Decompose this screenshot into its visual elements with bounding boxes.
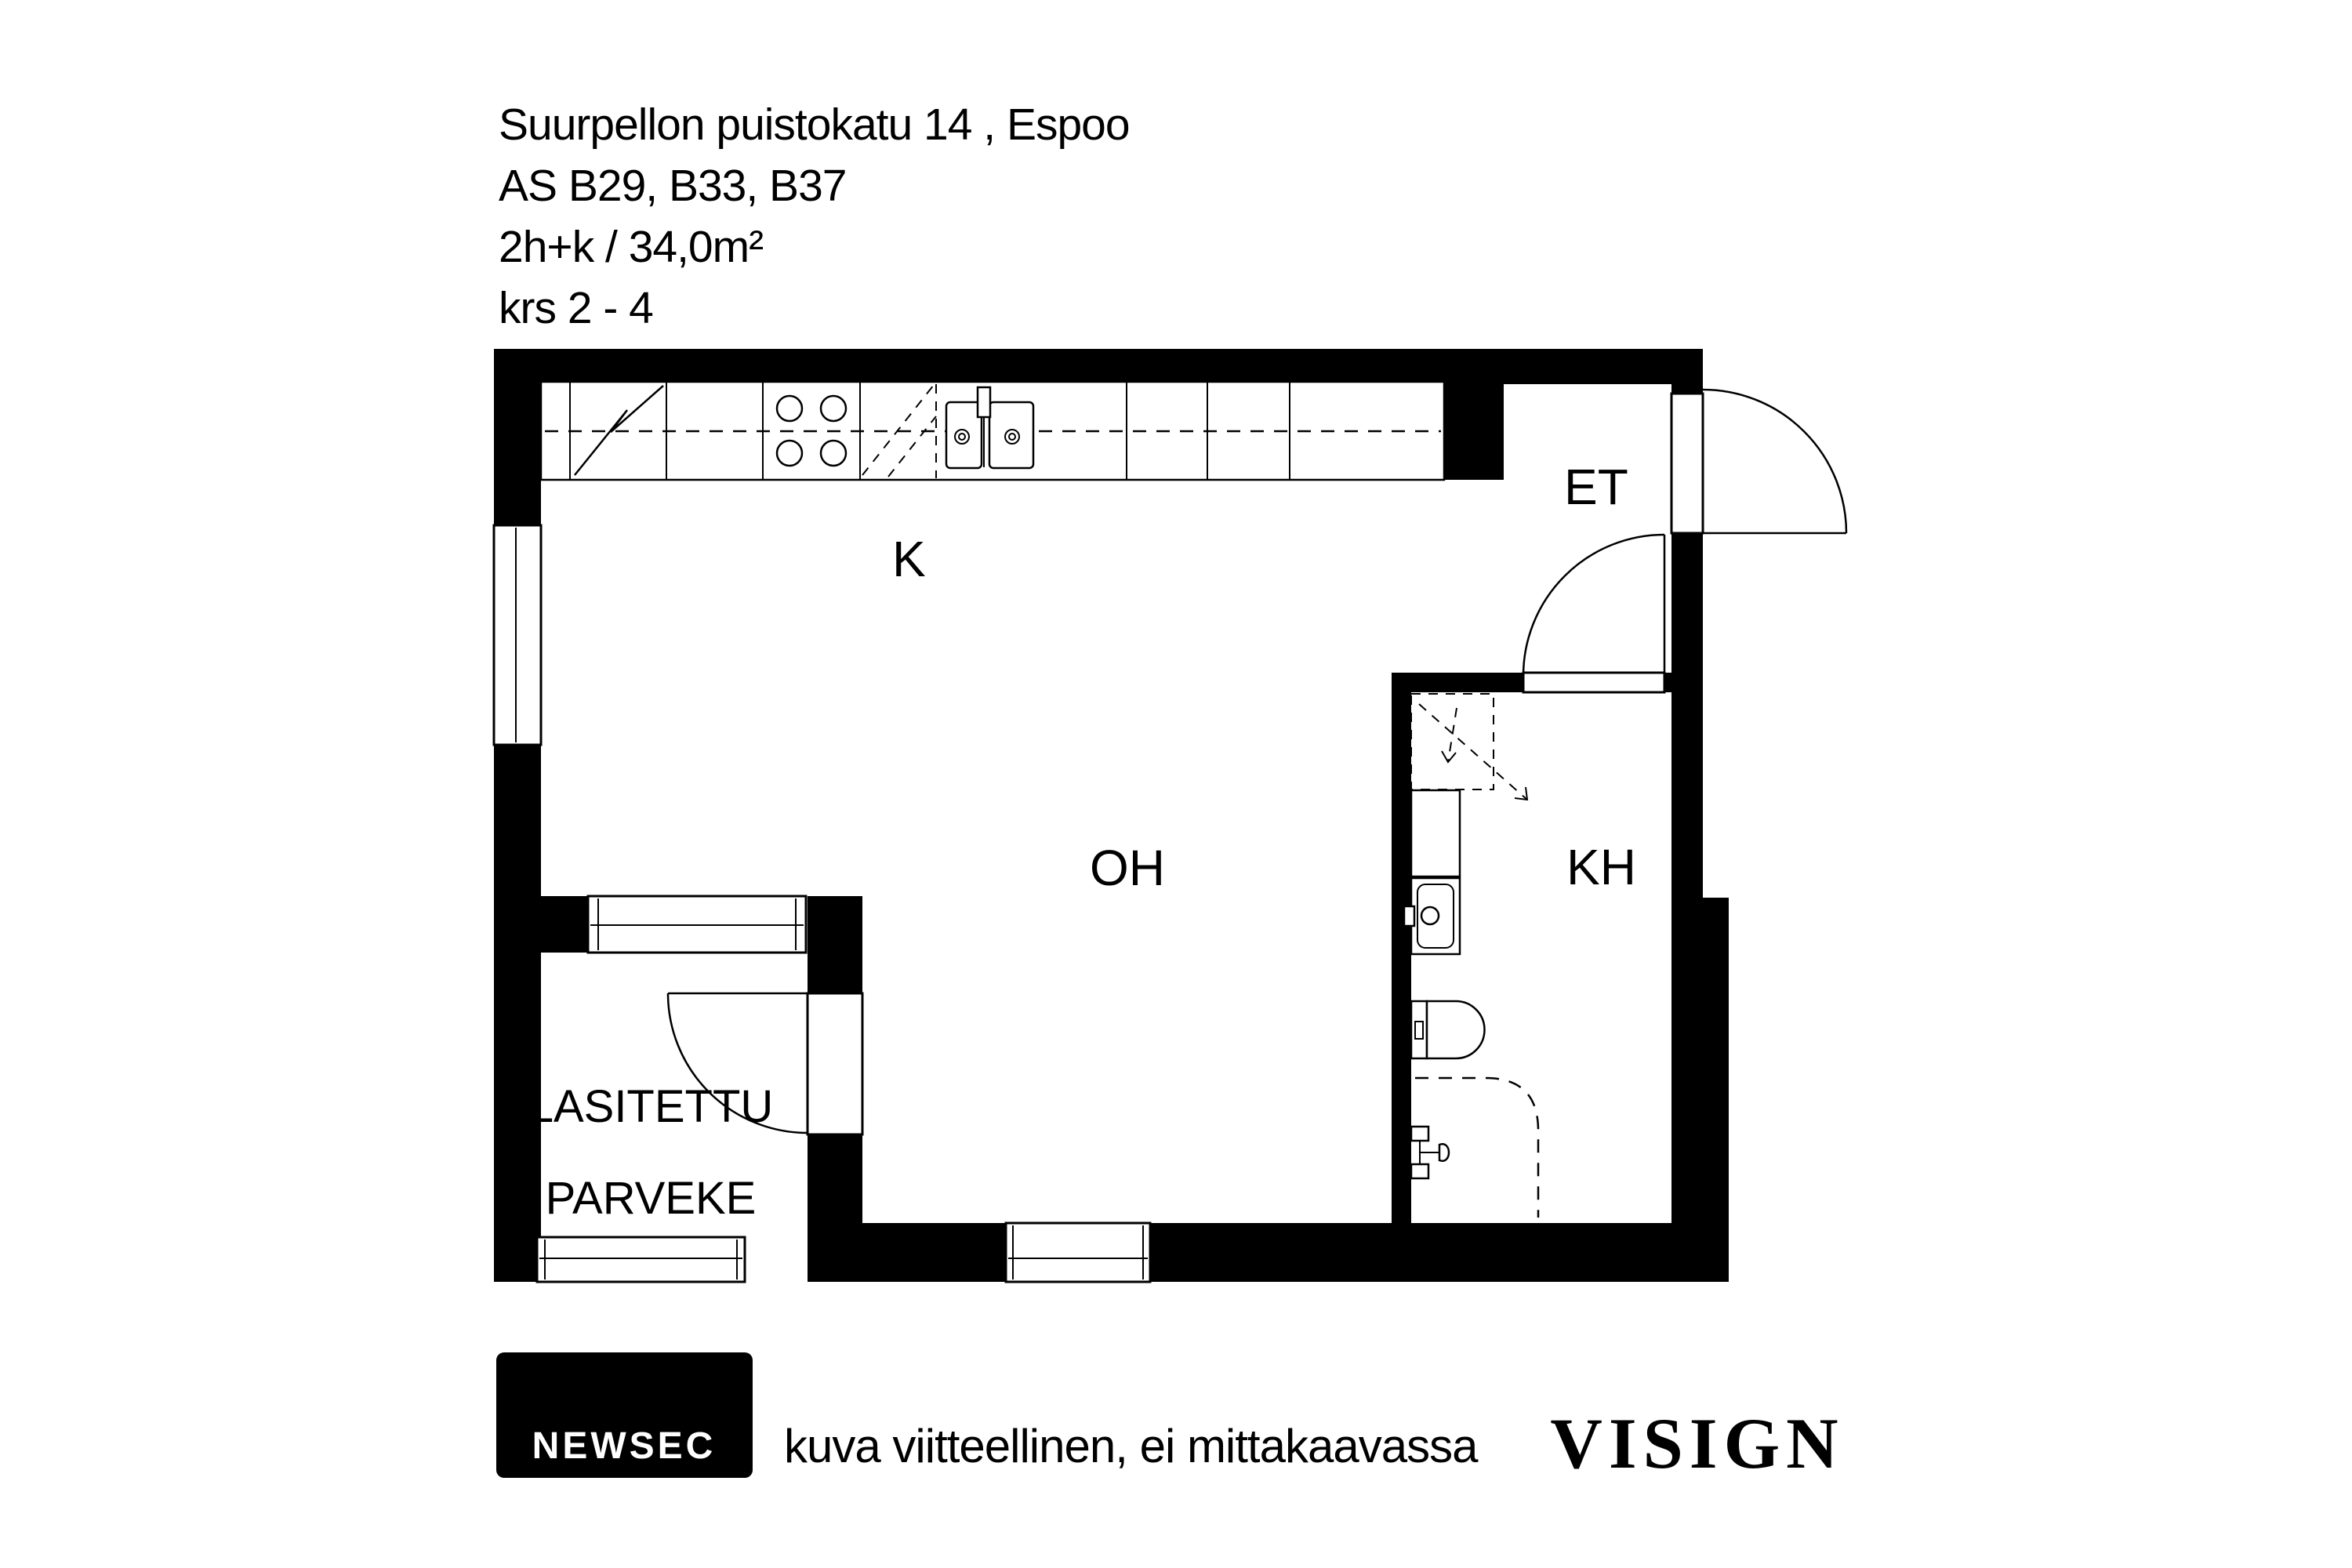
shower-faucet-icon bbox=[1411, 1127, 1449, 1178]
room-labels bbox=[528, 459, 1636, 1224]
layout-area-line: 2h+k / 34,0m² bbox=[499, 222, 764, 272]
bathroom-fixtures bbox=[1404, 694, 1538, 1218]
window-frame bbox=[494, 525, 541, 745]
washbasin-icon bbox=[1404, 878, 1460, 954]
door-opening bbox=[1671, 394, 1703, 533]
toilet-tank bbox=[1411, 1001, 1427, 1058]
header-block bbox=[499, 100, 1130, 333]
bathroom-cabinet bbox=[1411, 790, 1460, 877]
door-swing-arc bbox=[1523, 535, 1664, 676]
balcony-top-window bbox=[588, 896, 806, 953]
balcony-label-line1: LASITETTU bbox=[528, 1081, 774, 1132]
bottom-wall-window bbox=[1006, 1223, 1150, 1282]
newsec-logo-text: NEWSEC bbox=[532, 1425, 717, 1467]
faucet-handle bbox=[1439, 1144, 1449, 1161]
apartment-ids-line: AS B29, B33, B37 bbox=[499, 161, 847, 211]
left-wall-window bbox=[494, 525, 541, 745]
address-line: Suurpellon puistokatu 14 , Espoo bbox=[499, 100, 1130, 150]
faucet-mount-top bbox=[1411, 1127, 1428, 1141]
top-wall bbox=[494, 349, 1703, 384]
reservation-arrow-diagonal bbox=[1419, 704, 1527, 800]
bottom-wall bbox=[808, 1223, 1729, 1282]
kitchen-counter bbox=[541, 382, 1444, 480]
balcony-glazing bbox=[537, 1237, 745, 1282]
appliance-reservation bbox=[1411, 694, 1527, 800]
basin-tap-base bbox=[1404, 906, 1414, 926]
balcony-top-wall-left bbox=[494, 896, 588, 953]
doors bbox=[668, 390, 1846, 1134]
toilet-icon bbox=[1411, 1001, 1485, 1058]
sink-basin-right bbox=[989, 402, 1033, 468]
floors-line: krs 2 - 4 bbox=[499, 283, 653, 333]
toilet-bowl bbox=[1427, 1001, 1485, 1058]
walls bbox=[494, 349, 1729, 1282]
right-wall-mid bbox=[1671, 533, 1703, 898]
sink-tap bbox=[978, 387, 990, 417]
door-swing-arc bbox=[1703, 390, 1846, 533]
left-wall-mid bbox=[494, 745, 541, 896]
kitchen-label: K bbox=[892, 531, 926, 587]
bathroom-door bbox=[1523, 535, 1664, 692]
living-room-label: OH bbox=[1090, 840, 1165, 896]
visign-watermark: VISIGN bbox=[1550, 1403, 1845, 1483]
door-opening bbox=[1523, 673, 1664, 692]
balcony-label-line2: PARVEKE bbox=[545, 1173, 757, 1224]
disclaimer-text: kuva viitteellinen, ei mittakaavassa bbox=[784, 1420, 1478, 1472]
faucet-mount-bottom bbox=[1411, 1164, 1428, 1178]
entrance-door bbox=[1671, 390, 1846, 533]
bathroom-left-wall bbox=[1392, 673, 1411, 1223]
footer bbox=[496, 1352, 1845, 1483]
glazing-frame bbox=[537, 1237, 745, 1282]
kitchen-entry-pillar bbox=[1444, 349, 1504, 480]
entry-label: ET bbox=[1564, 459, 1628, 515]
window-frame bbox=[1006, 1223, 1150, 1282]
right-wall-lower-wide bbox=[1671, 898, 1729, 1282]
shower-area-dashed-boundary bbox=[1415, 1078, 1538, 1218]
door-opening bbox=[808, 993, 862, 1134]
bathroom-label: KH bbox=[1566, 839, 1636, 895]
left-wall-upper bbox=[494, 349, 541, 525]
right-wall-top-corner bbox=[1671, 349, 1703, 394]
arrowhead bbox=[1442, 751, 1456, 762]
